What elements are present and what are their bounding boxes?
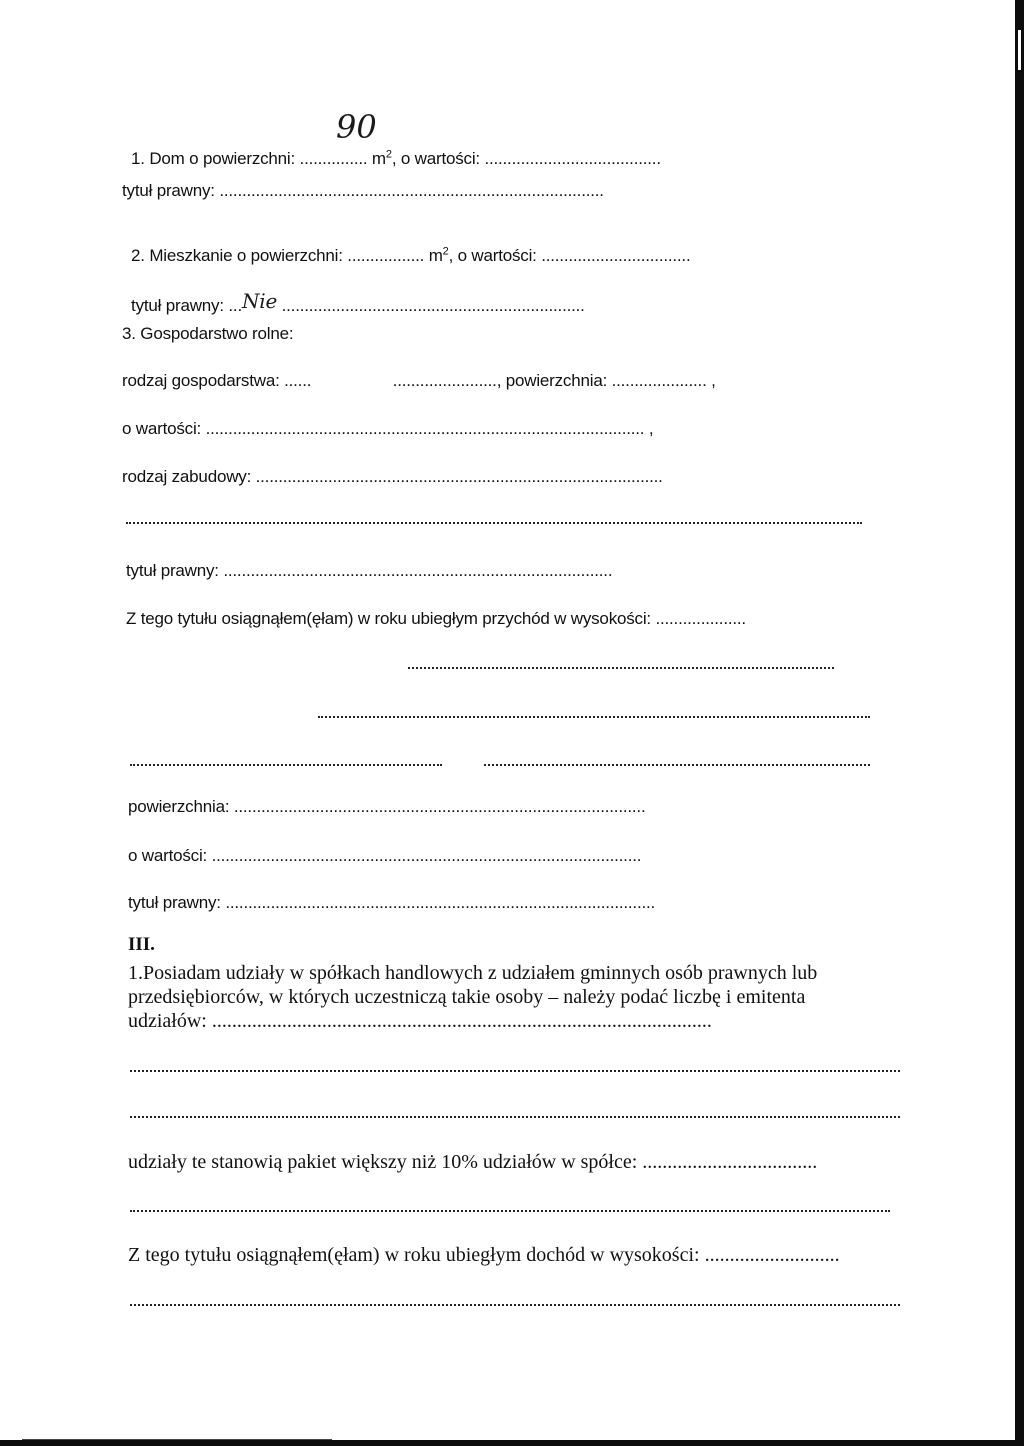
blank-dotted-line <box>130 1116 900 1118</box>
shares-paragraph-line1: 1.Posiadam udziały w spółkach handlowych z udziałem gminnych osób prawnych lub <box>128 962 818 984</box>
section-iii-heading: III. <box>128 934 155 955</box>
flat-title-handwritten: Nie <box>241 289 278 313</box>
blank-dotted-line <box>484 764 870 766</box>
house-area-unit-sup: 2 <box>385 148 392 161</box>
house-area-handwritten: 90 <box>336 108 377 146</box>
blank-dotted-line <box>318 716 870 718</box>
scan-edge-right <box>1015 0 1024 1446</box>
blank-dotted-line <box>130 1210 890 1212</box>
flat-title-dots: ................................................................... <box>277 296 585 315</box>
farm-type-line: rodzaj gospodarstwa: ...... ......................., powierzchnia: ..................... , <box>122 371 716 390</box>
house-area-line <box>122 133 661 167</box>
blank-dotted-line <box>408 667 834 669</box>
shares-paragraph-line2: przedsiębiorców, w których uczestniczą takie osoby – należy podać liczbę i emitenta <box>128 986 806 1008</box>
shares-income-line: Z tego tytułu osiągnąłem(ęłam) w roku ubiegłym dochód w wysokości: ........................... <box>128 1244 840 1266</box>
blank-dotted-line <box>130 1304 900 1306</box>
blank-dotted-line <box>130 1070 900 1072</box>
flat-title-prefix: tytuł prawny: ... <box>131 296 242 315</box>
flat-legal-title-line <box>122 277 585 314</box>
shares-paragraph-line3: udziałów: .................................................................................................... <box>128 1010 712 1032</box>
house-legal-title: tytuł prawny: ..................................................................................... <box>122 181 604 200</box>
blank-dotted-line <box>126 522 862 524</box>
scan-edge-tick <box>22 1439 332 1440</box>
blank-dotted-line <box>130 764 442 766</box>
farm-buildings-line: rodzaj zabudowy: .......................................................................................... <box>122 467 663 486</box>
flat-value-field: , o wartości: ................................. <box>448 246 691 265</box>
shares-size-line: udziały te stanowią pakiet większy niż 10% udziałów w spółce: ................................... <box>128 1151 818 1173</box>
flat-area-line <box>122 230 690 264</box>
farm-heading: 3. Gospodarstwo rolne: <box>122 324 294 343</box>
flat-area-unit-sup: 2 <box>442 245 449 258</box>
other-legal-title-line: tytuł prawny: ............................................................................................... <box>128 893 656 912</box>
scan-edge-mark <box>1018 30 1021 70</box>
flat-area-prefix: 2. Mieszkanie o powierzchni: ................. m <box>131 246 443 265</box>
house-value-field: , o wartości: ....................................... <box>391 149 661 168</box>
farm-legal-title-line: tytuł prawny: ...................................................................................... <box>126 561 613 580</box>
scan-edge-bottom <box>0 1440 1024 1446</box>
house-area-prefix: 1. Dom o powierzchni: ...... <box>131 149 327 168</box>
house-area-mid: ......... m <box>326 149 386 168</box>
other-area-line: powierzchnia: ........................................................................................... <box>128 797 646 816</box>
farm-income-line: Z tego tytułu osiągnąłem(ęłam) w roku ubiegłym przychód w wysokości: .................... <box>126 609 746 628</box>
other-value-line: o wartości: ............................................................................................... <box>128 846 642 865</box>
farm-value-line: o wartości: ................................................................................................. , <box>122 419 654 438</box>
